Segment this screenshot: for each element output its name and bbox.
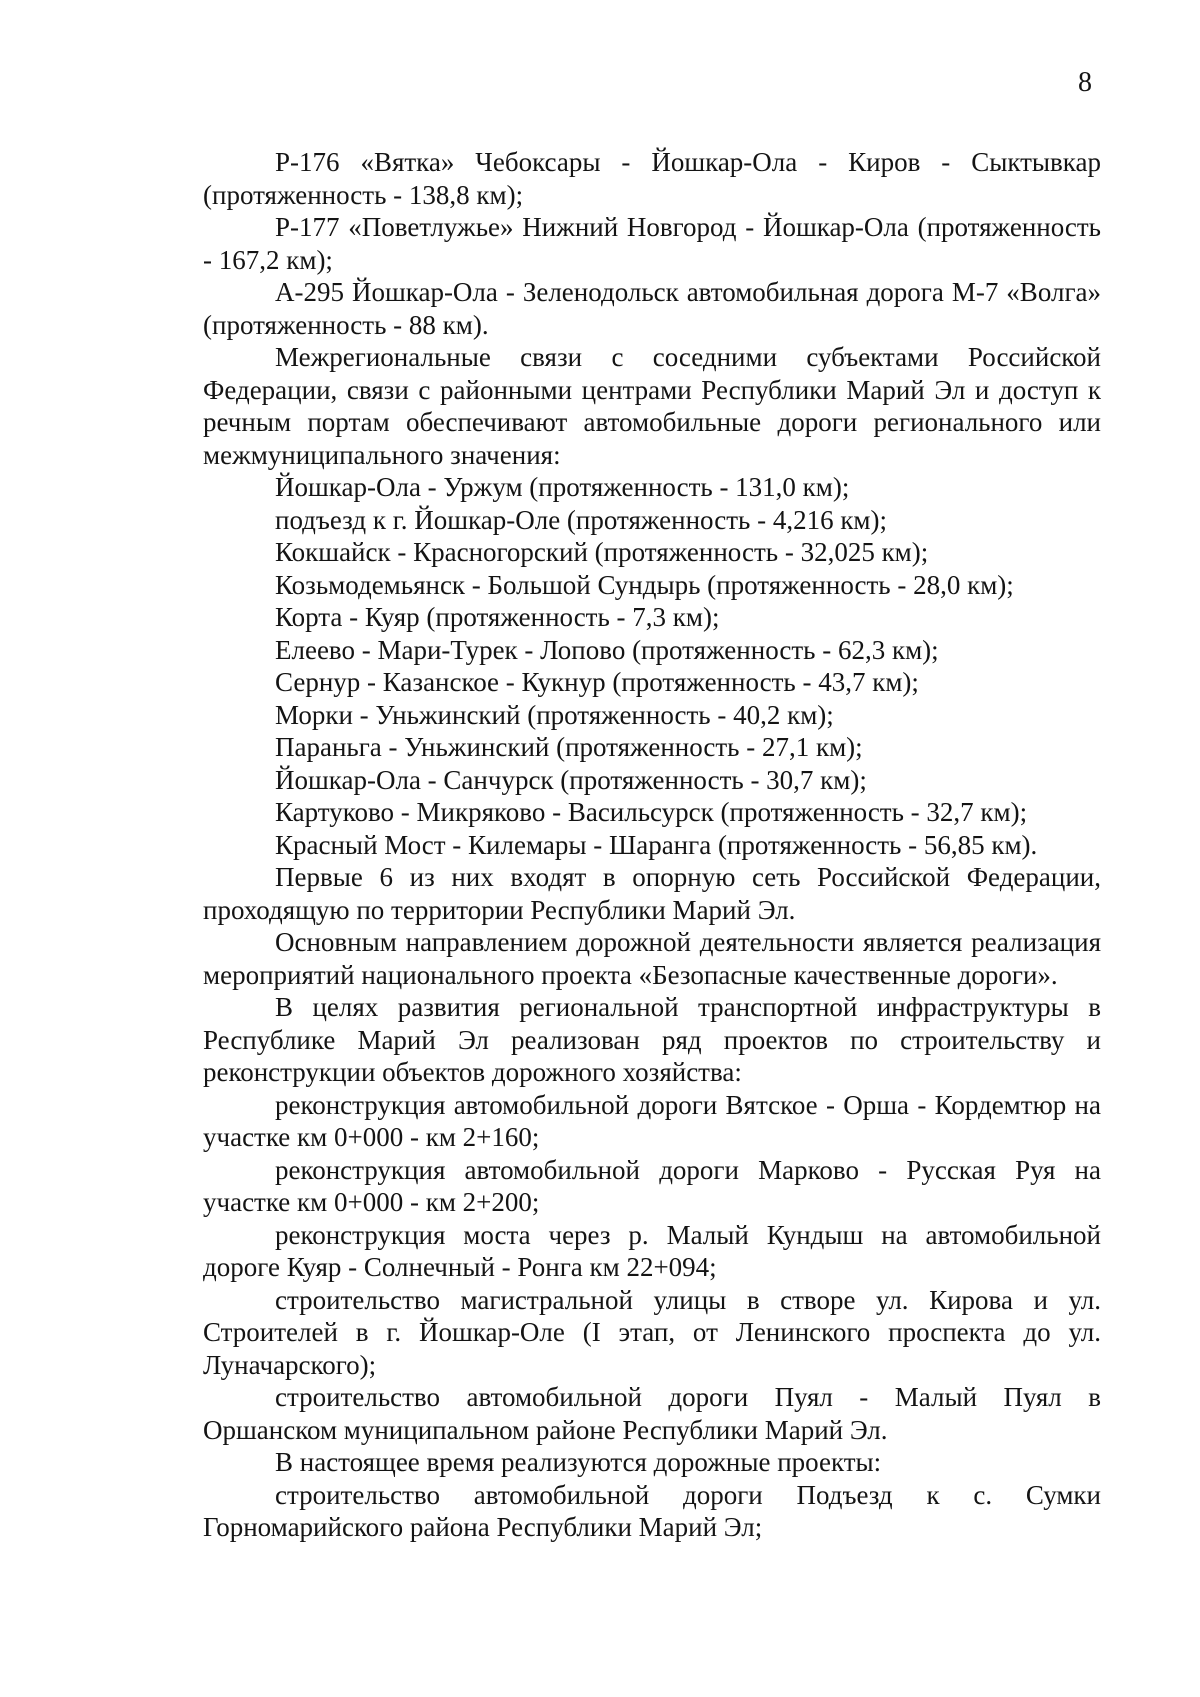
road-list-item: Елеево - Мари-Турек - Лопово (протяженность - 62,3 км);	[275, 634, 939, 665]
road-list-item: Козьмодемьянск - Большой Сундырь (протяженность - 28,0 км);	[275, 569, 1014, 600]
paragraph: В целях развития региональной транспортной инфраструктуры в Республике Марий Эл реализован ряд проектов по строительству и реконструкции объектов дорожного хозяйства:	[203, 992, 1101, 1087]
road-list-item: Параньга - Уньжинский (протяженность - 27,1 км);	[275, 732, 863, 762]
road-list-item: Йошкар-Ола - Санчурск (протяженность - 30,7 км);	[275, 764, 867, 795]
road-list-item: подъезд к г. Йошкар-Оле (протяженность - 4,216 км);	[275, 504, 888, 535]
paragraph: Р-177 «Поветлужье» Нижний Новгород - Йошкар-Ола (протяженность - 167,2 км);	[203, 212, 1101, 275]
road-list-item: Картуково - Микряково - Васильсурск (протяженность - 32,7 км);	[275, 797, 1028, 827]
paragraph: строительство автомобильной дороги Подъезд к с. Сумки Горномарийского района Республики Марий Эл;	[203, 1479, 1101, 1542]
paragraph: Р-176 «Вятка» Чебоксары - Йошкар-Ола - Киров - Сыктывкар (протяженность - 138,8 км);	[203, 147, 1101, 210]
paragraph: реконструкция моста через р. Малый Кундыш на автомобильной дороге Куяр - Солнечный - Ронга км 22+094;	[203, 1219, 1101, 1282]
paragraph: В настоящее время реализуются дорожные проекты:	[275, 1447, 882, 1477]
road-list-item: Сернур - Казанское - Кукнур (протяженность - 43,7 км);	[275, 667, 919, 697]
road-list-item: Морки - Уньжинский (протяженность - 40,2 км);	[275, 699, 834, 730]
paragraph: Межрегиональные связи с соседними субъектами Российской Федерации, связи с районными центрами Республики Марий Эл и доступ к речным портам обеспечивают автомобильные дороги регионального или межмуниципального значения:	[203, 342, 1101, 470]
road-list-item: Красный Мост - Килемары - Шаранга (протяженность - 56,85 км).	[275, 829, 1038, 860]
paragraph: реконструкция автомобильной дороги Вятское - Орша - Кордемтюр на участке км 0+000 - км 2+160;	[203, 1089, 1101, 1152]
road-list-item: Кокшайск - Красногорский (протяженность - 32,025 км);	[275, 537, 929, 567]
paragraph: строительство магистральной улицы в створе ул. Кирова и ул. Строителей в г. Йошкар-Оле (I этап, от Ленинского проспекта до ул. Луначарского);	[203, 1284, 1101, 1380]
road-list-item: Корта - Куяр (протяженность - 7,3 км);	[275, 602, 720, 632]
road-list-item: Йошкар-Ола - Уржум (протяженность - 131,0 км);	[275, 472, 850, 502]
paragraph: строительство автомобильной дороги Пуял - Малый Пуял в Оршанском муниципальном районе Республики Марий Эл.	[203, 1382, 1101, 1445]
paragraph: Первые 6 из них входят в опорную сеть Российской Федерации, проходящую по территории Республики Марий Эл.	[203, 862, 1101, 925]
page-number: 8	[1078, 67, 1092, 98]
paragraph: Основным направлением дорожной деятельности является реализация мероприятий национального проекта «Безопасные качественные дороги».	[203, 927, 1101, 990]
paragraph: А-295 Йошкар-Ола - Зеленодольск автомобильная дорога М-7 «Волга» (протяженность - 88 км).	[203, 277, 1101, 340]
document-body	[203, 146, 1101, 1544]
paragraph: реконструкция автомобильной дороги Марково - Русская Руя на участке км 0+000 - км 2+200;	[203, 1154, 1101, 1217]
